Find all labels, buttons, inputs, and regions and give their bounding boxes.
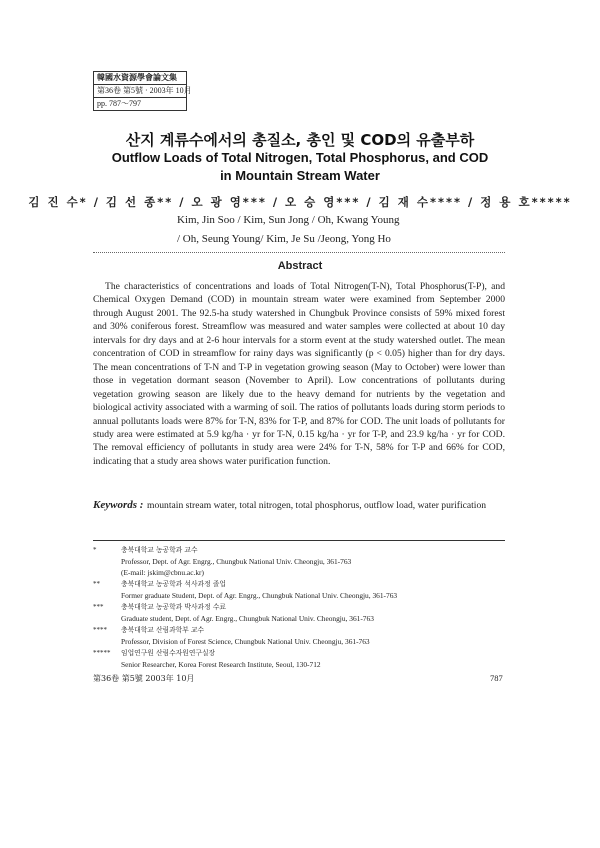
footnote-korean: 충북대학교 농공학과 교수 [121,546,198,554]
footnote-english: Former graduate Student, Dept. of Agr. Engrg., Chungbuk National Univ. Cheongju, 361-763 [121,591,398,600]
page-number: 787 [490,673,503,683]
footnote-item [93,648,505,670]
footnote-korean: 임업연구원 산림수자원연구실장 [121,649,216,657]
abstract-body: The characteristics of concentrations and loads of Total Nitrogen(T-N), Total Phosphorus(T-P), and Chemical Oxygen Demand (COD) in mountain stream water were examined from September 2000 through August 2001. The 92.5-ha study watershed in Chungbuk Province consists of 59% mixed forest and 30% coniferous forest. Streamflow was measured and water samples were collected at about 10 day intervals for dry days and at 2-6 hour intervals for a storm event at the study watershed outlet. The mean concentration of COD in streamflow for rainy days was significantly (p < 0.05) higher than for dry days. The mean concentrations of T-N and T-P in vegetation growing season (May to October) were lower than those in vegetation dormant season (November to April). Low concentrations of pollutants during vegetation growing season are likely due to the heavy demand for nutrients by the vegetation and biological activity associated with a warming of soil. The ratios of pollutants loads during storm periods to annual pollutants loads were 87% for T-N, 83% for T-P, and 87% for COD. The unit loads of pollutants for study area were estimated at 5.9 kg/ha · yr for T-N, 0.15 kg/ha · yr for T-P, and 23.9 kg/ha · yr for COD. The removal efficiency of pollutants in study area were 24% for T-N, 58% for T-P and 66% for COD, indicating that a study area shows water purification function. [93,281,505,467]
footnote-item [93,602,505,624]
footnote-mark: **** [93,626,107,634]
footnote-korean: 충북대학교 산림과학부 교수 [121,626,205,634]
footnote-divider [93,540,505,541]
footnote-email: (E-mail: jskim@cbnu.ac.kr) [121,568,204,577]
footnote-english: Professor, Division of Forest Science, Chungbuk National Univ. Cheongju, 361-763 [121,637,370,646]
footnote-mark: * [93,546,97,554]
title-english-line1: Outflow Loads of Total Nitrogen, Total Phosphorus, and COD [111,150,489,165]
authors-english-line2: / Oh, Seung Young/ Kim, Je Su /Jeong, Yong Ho [177,233,391,245]
title-english-line2: in Mountain Stream Water [220,168,380,183]
footnote-mark: *** [93,603,104,611]
footnote-item [93,625,505,647]
keywords [93,498,505,513]
footnote-mark: ***** [93,649,111,657]
title-korean: 산지 계류수에서의 총질소, 총인 및 COD의 유출부하 [125,131,475,149]
footnote-mark: ** [93,580,100,588]
footnote-item [93,579,505,601]
header-divider [93,252,505,253]
journal-pages: pp. 787～797 [94,97,186,110]
footnote-item [93,545,505,578]
footnote-english: Professor, Dept. of Agr. Engrg., Chungbuk National Univ. Cheongju, 361-763 [121,557,352,566]
footnote-english: Graduate student, Dept. of Agr. Engrg., Chungbuk National Univ. Cheongju, 361-763 [121,614,374,623]
authors-english [177,211,507,249]
journal-issue: 第36卷 第5號 · 2003年 10月 [94,84,186,97]
footnote-english: Senior Researcher, Korea Forest Research Institute, Seoul, 130-712 [121,660,321,669]
abstract-heading: Abstract [277,260,323,272]
footnote-korean: 충북대학교 농공학과 석사과정 졸업 [121,580,226,588]
authors-korean: 김 진 수* / 김 선 종** / 오 광 영*** / 오 승 영*** / 김 재 수**** / 정 용 호***** [28,195,572,209]
authors-english-line1: Kim, Jin Soo / Kim, Sun Jong / Oh, Kwang Young [177,214,400,226]
journal-name: 韓國水資源學會論文集 [97,73,177,82]
title-english [0,149,600,185]
footnotes [93,545,505,671]
keywords-label: Keywords : [93,499,144,511]
footnote-korean: 충북대학교 농공학과 박사과정 수료 [121,603,226,611]
journal-info-box [93,71,192,111]
keywords-text: mountain stream water, total nitrogen, total phosphorus, outflow load, water purification [147,500,487,511]
footer-issue: 第36卷 第5號 2003年 10月 [93,674,195,683]
